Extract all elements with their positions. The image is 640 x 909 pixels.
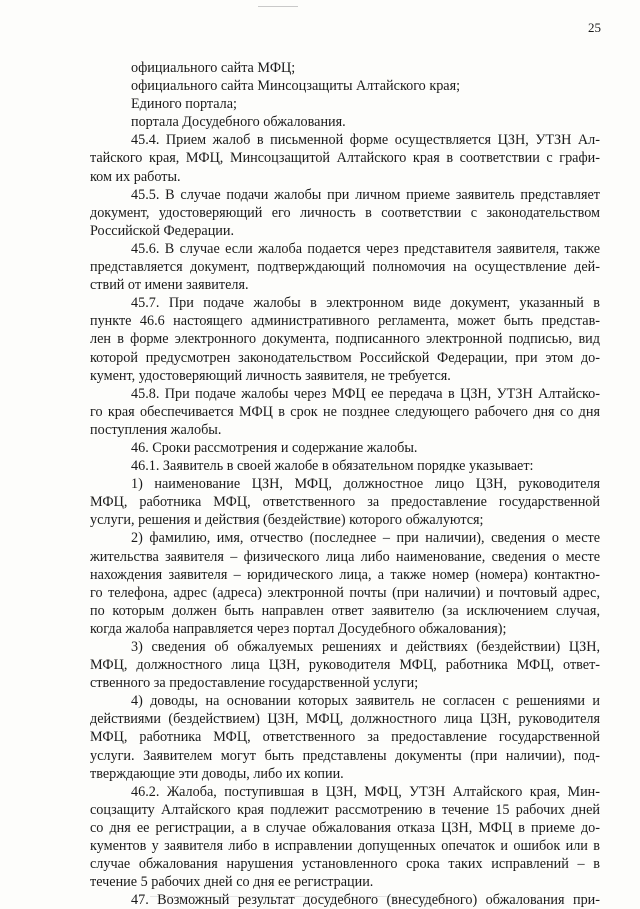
text-line: которой предусмотрен законодательством Российской Федерации, при этом до- [90,349,600,366]
text-line: услуги. Заявителем могут быть представлены документы (при наличии), под- [90,747,600,764]
text-line: кумент, удостоверяющий личность заявителя, не требуется. [90,367,451,384]
text-line: услуги, решения и действия (бездействие) которого обжалуются; [90,512,484,529]
text-line: 46.1. Заявитель в своей жалобе в обязательном порядке указывает: [131,458,534,475]
scan-artifact-top [258,6,298,7]
text-line: официального сайта МФЦ; [131,60,296,76]
text-line: ком их работы. [90,168,181,185]
text-line: со дня ее регистрации, а в случае обжалования отказа ЦЗН, МФЦ в приеме до- [90,819,600,836]
text-line: МФЦ, должностного лица ЦЗН, руководителя МФЦ, работника МФЦ, ответ- [90,657,600,674]
document-body [90,59,600,909]
text-line: представляется документ, подтверждающий полномочия на осуществление дей- [90,259,600,276]
text-line: тверждающие эти доводы, либо их копии. [90,765,344,782]
text-line: когда жалоба направляется через портал Досудебного обжалования); [90,620,507,637]
text-line: случае обжалования нарушения установленного срока таких исправлений – в [90,856,600,873]
text-line: жительства заявителя – физического лица либо наименование, сведения о месте [90,548,600,565]
text-line: поступления жалобы. [90,421,222,438]
text-line: 46. Сроки рассмотрения и содержание жалобы. [131,439,418,456]
text-line: 47. Возможный результат досудебного (внесудебного) обжалования при- [131,892,600,909]
text-line: документ, удостоверяющий его личность в соответствии с законодательством [90,204,600,221]
text-line: 45.8. При подаче жалобы через МФЦ ее передача в ЦЗН, УТЗН Алтайско- [131,385,600,402]
text-line: действиями (бездействием) ЦЗН, МФЦ, должностного лица ЦЗН, руководителя [90,711,600,728]
text-line: 45.5. В случае подачи жалобы при личном приеме заявитель представляет [131,186,600,203]
text-line: го телефона, адрес (адреса) электронной почты (при наличии) и почтовый адрес, [90,584,600,601]
text-line: Единого портала; [131,96,237,113]
text-line: Российской Федерации. [90,222,235,239]
text-line: 3) сведения об обжалуемых решениях и действиях (бездействии) ЦЗН, [131,639,600,655]
text-line: го края обеспечивается МФЦ в срок не позднее следующего рабочего дня со дня [90,403,600,420]
text-line: МФЦ, работника МФЦ, ответственного за предоставление государственной [90,729,600,746]
text-line: тайского края, МФЦ, Минсоцзащитой Алтайского края в соответствии с графи- [90,150,600,167]
text-line: 2) фамилию, имя, отчество (последнее – при наличии), сведения о месте [131,530,600,547]
text-line: портала Досудебного обжалования. [131,114,346,131]
text-line: официального сайта Минсоцзащиты Алтайского края; [131,78,461,95]
text-line: 46.2. Жалоба, поступившая в ЦЗН, МФЦ, УТЗН Алтайского края, Мин- [131,783,600,800]
text-line: кументов у заявителя либо в исправлении допущенных опечаток и ошибок или в [90,838,600,855]
text-line: 45.6. В случае если жалоба подается через представителя заявителя, также [131,240,600,257]
page-number: 25 [588,20,601,35]
text-line: нахождения заявителя – юридического лица, а также номер (номера) контактно- [90,566,600,583]
text-line: по которым должен быть направлен ответ заявителю (за исключением случая, [90,602,600,619]
text-line: МФЦ, работника МФЦ, ответственного за предоставление государственной [90,494,600,511]
text-line: течение 5 рабочих дней со дня ее регистрации. [90,874,374,891]
text-line: 1) наименование ЦЗН, МФЦ, должностное лицо ЦЗН, руководителя [131,476,600,493]
text-line: лен в форме электронного документа, подписанного электронной подписью, вид [90,331,600,348]
text-line: 45.7. При подаче жалобы в электронном виде документ, указанный в [131,295,600,312]
text-line: пункте 46.6 настоящего административного регламента, может быть представ- [90,313,600,330]
text-line: соцзащиту Алтайского края подлежит рассмотрению в течение 15 рабочих дней [90,801,600,818]
text-line: 4) доводы, на основании которых заявитель не согласен с решениями и [131,693,600,710]
text-line: ственного за предоставление государственной услуги; [90,675,419,692]
text-line: 45.4. Прием жалоб в письменной форме осуществляется ЦЗН, УТЗН Ал- [131,132,600,149]
text-line: ствий от имени заявителя. [90,277,249,294]
